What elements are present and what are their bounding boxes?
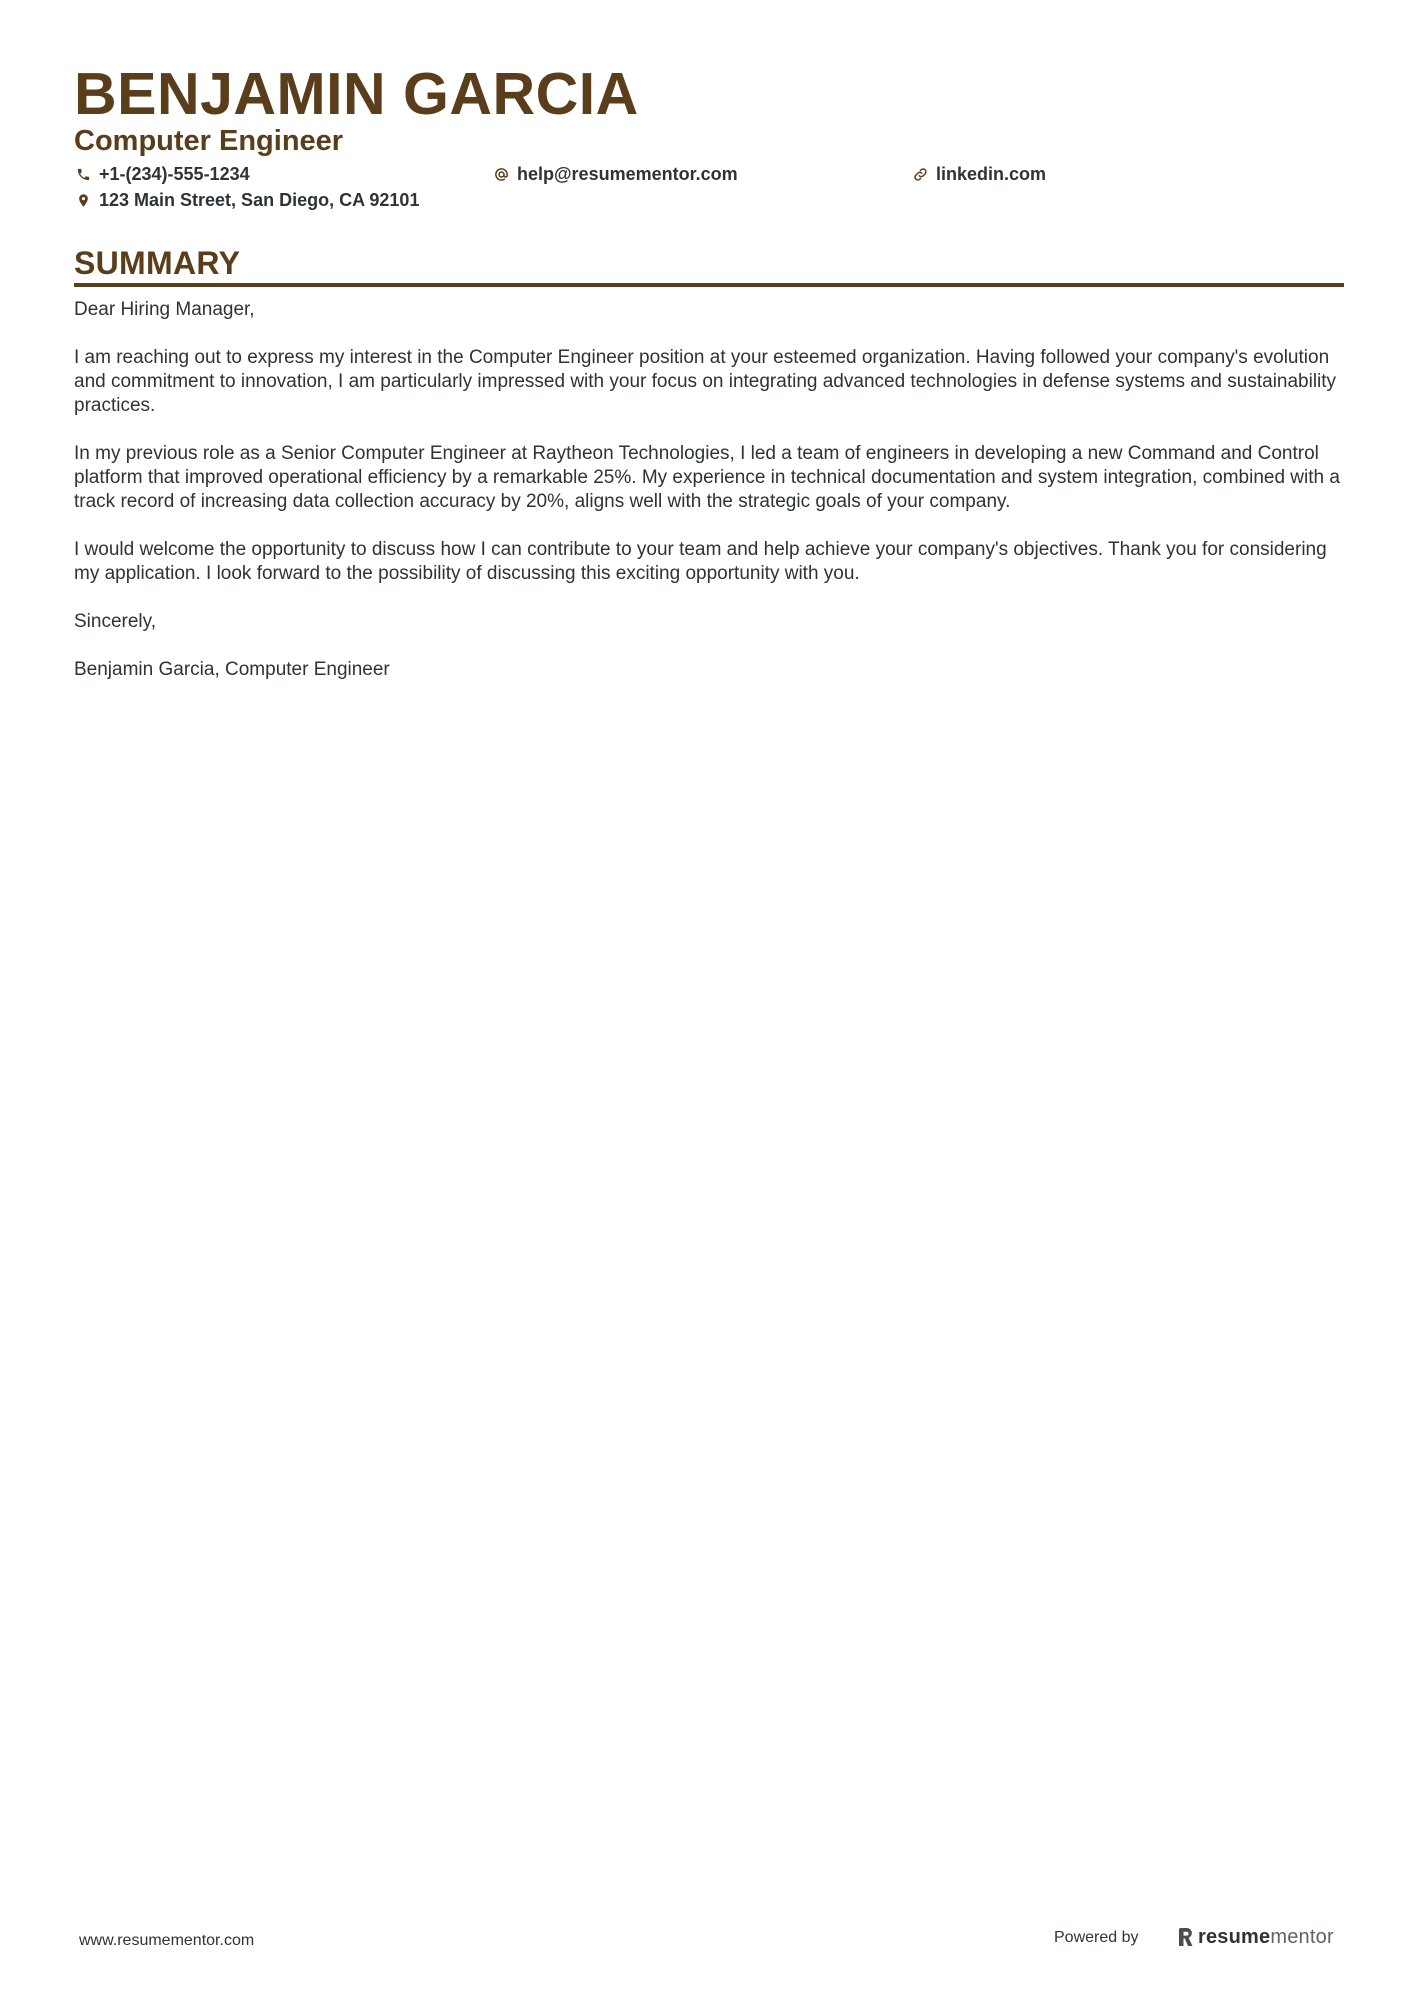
letter-closing: Sincerely, [74, 611, 157, 632]
section-heading-summary: SUMMARY [74, 245, 241, 281]
phone-text: +1-(234)-555-1234 [99, 164, 250, 184]
brand-wordmark-part1: resume [1198, 1925, 1271, 1948]
contact-linkedin[interactable] [911, 162, 1046, 186]
resumementor-logo[interactable] [1178, 1924, 1334, 1950]
letter-salutation: Dear Hiring Manager, [74, 299, 255, 320]
link-icon [911, 165, 929, 183]
letter-paragraph: In my previous role as a Senior Computer Engineer at Raytheon Technologies, I led a team of engineers in developing a new Command and Control platform that improved operational efficiency by a remarkable 25%. My experience in technical documentation and system integration, combined with a track record of increasing data collection accuracy by 20%, aligns well with the strategic goals of your company. [74, 443, 1340, 512]
linkedin-text[interactable]: linkedin.com [936, 164, 1047, 184]
resumementor-logo-icon [1178, 1927, 1194, 1947]
footer-website-link[interactable]: www.resumementor.com [79, 1932, 255, 1949]
contact-address [74, 188, 419, 212]
letter-signature: Benjamin Garcia, Computer Engineer [74, 659, 390, 680]
at-sign-icon [492, 165, 510, 183]
letter-paragraph: I am reaching out to express my interest in the Computer Engineer position at your esteemed organization. Having followed your company's evolution and commitment to innovation, I am particularly impressed with your focus on integrating advanced technologies in defense systems and sustainability practices. [74, 347, 1337, 416]
powered-by-label: Powered by [1054, 1929, 1139, 1946]
contact-phone [74, 162, 250, 186]
letter-paragraph: I would welcome the opportunity to discuss how I can contribute to your team and help achieve your company's objectives. Thank you for considering my application. I look forward to the possibility of discussing this exciting opportunity with you. [74, 539, 1327, 584]
brand-wordmark-part2: mentor [1270, 1925, 1334, 1948]
map-pin-icon [74, 191, 92, 209]
candidate-title: Computer Engineer [74, 125, 344, 157]
section-divider [74, 283, 1344, 287]
address-text: 123 Main Street, San Diego, CA 92101 [99, 190, 420, 210]
contact-email[interactable] [492, 162, 738, 186]
candidate-name: BENJAMIN GARCIA [74, 61, 639, 127]
phone-icon [74, 165, 92, 183]
email-text[interactable]: help@resumementor.com [517, 164, 738, 184]
cover-letter-body [74, 298, 1344, 706]
